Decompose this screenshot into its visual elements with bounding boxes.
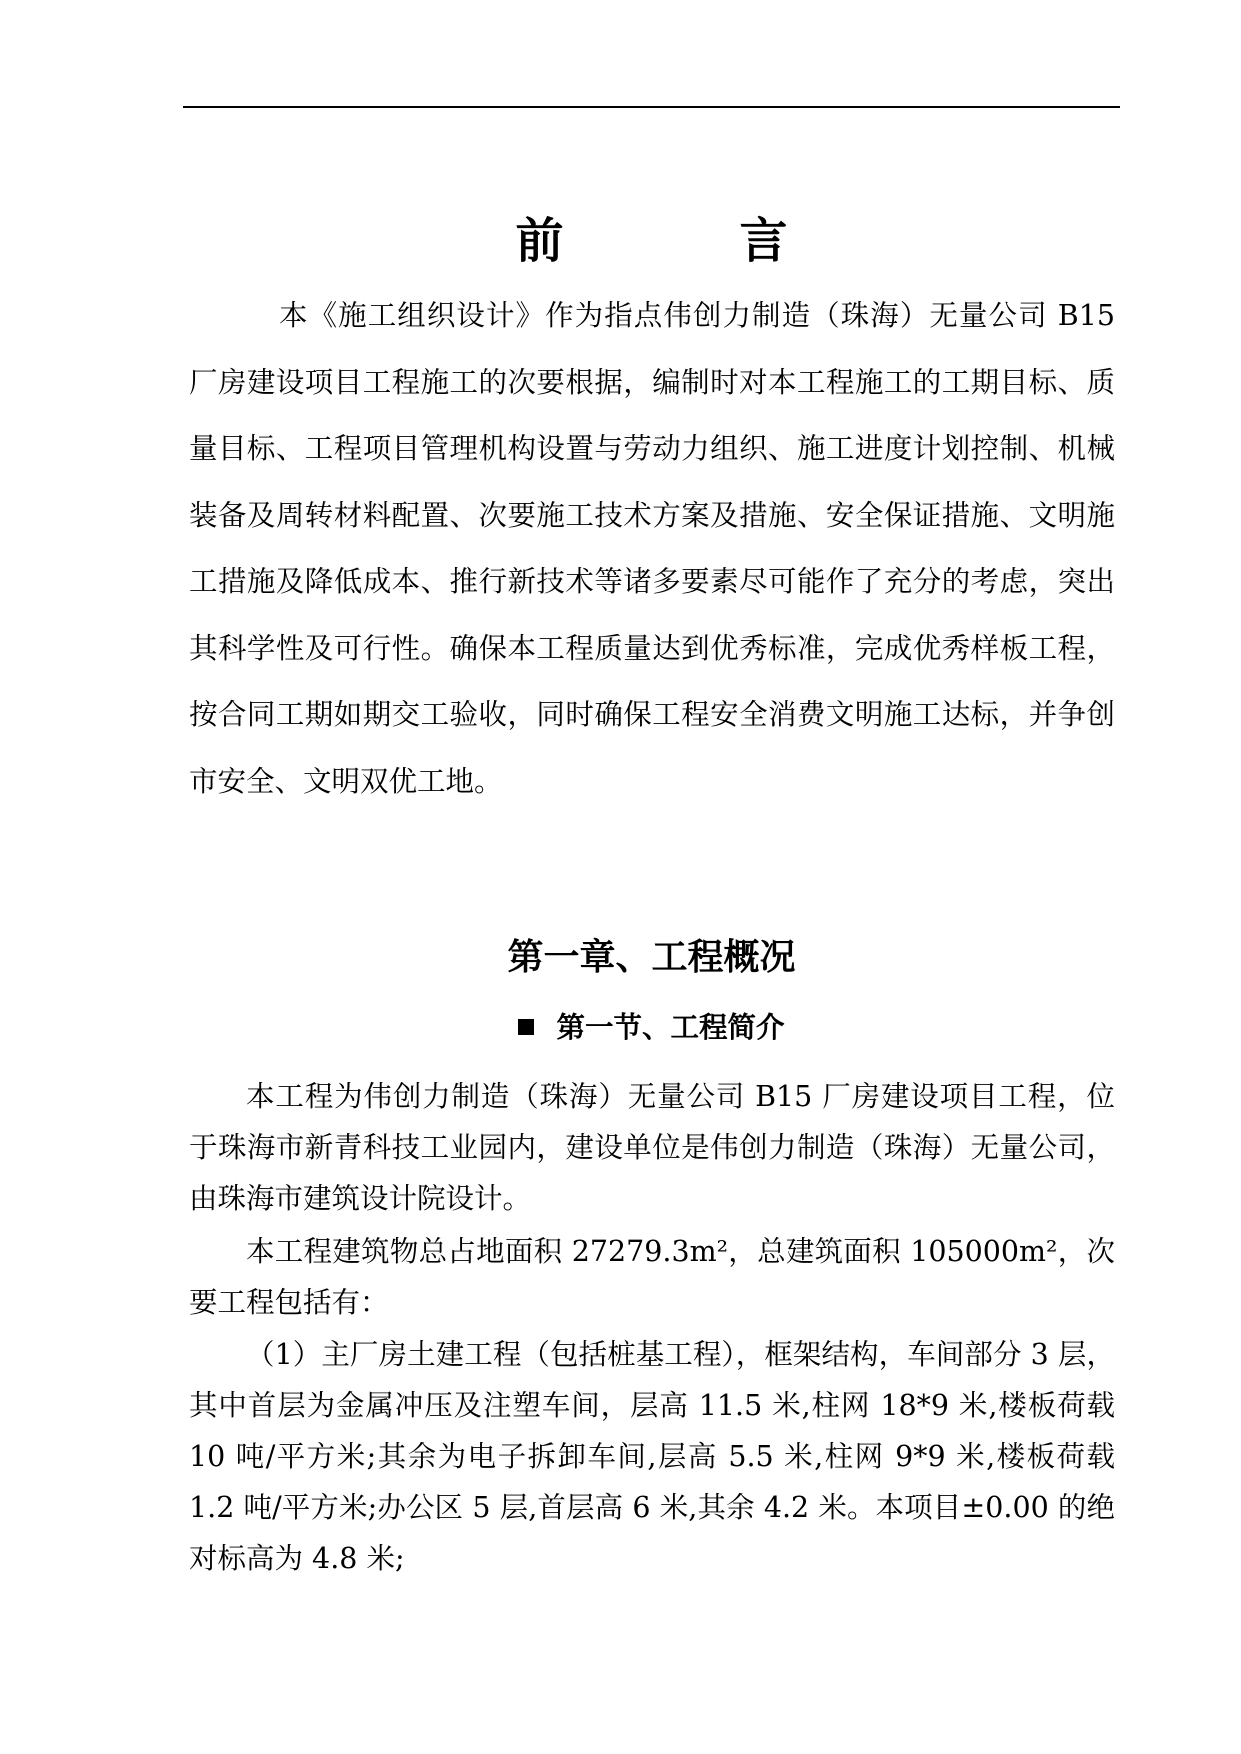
- section-title: 第一节、工程简介: [556, 1010, 785, 1044]
- section-heading: [183, 1005, 1120, 1049]
- preface-paragraph: 本《施工组织设计》作为指点伟创力制造（珠海）无量公司 B15 厂房建设项目工程施工的次要根据，编制时对本工程施工的工期目标、质量目标、工程项目管理机构设置与劳动力组织、施工进度计划控制、机械装备及周转材料配置、次要施工技术方案及措施、安全保证措施、文明施工措施及降低成本、推行新技术等诸多要素尽可能作了充分的考虑，突出其科学性及可行性。确保本工程质量达到优秀标准，完成优秀样板工程，按合同工期如期交工验收，同时确保工程安全消费文明施工达标，并争创市安全、文明双优工地。: [189, 299, 1115, 798]
- square-bullet-icon: [518, 1019, 534, 1035]
- project-intro-paragraph: 本工程为伟创力制造（珠海）无量公司 B15 厂房建设项目工程，位于珠海市新青科技工业园内，建设单位是伟创力制造（珠海）无量公司，由珠海市建筑设计院设计。: [189, 1080, 1115, 1215]
- chapter-title: 第一章、工程概况: [507, 936, 796, 978]
- main-plant-paragraph: （1）主厂房土建工程（包括桩基工程），框架结构，车间部分 3 层，其中首层为金属冲压及注塑车间，层高 11.5 米,柱网 18*9 米,楼板荷载 10 吨/平方米;其余为电子拆卸车间,层高 5.5 米,柱网 9*9 米,楼板荷载 1.2 吨/平方米;办公区 5 层,首层高 6 米,其余 4.2 米。本项目±0.00 的绝对标高为 4.8 米;: [189, 1338, 1115, 1575]
- project-area-paragraph: 本工程建筑物总占地面积 27279.3m²，总建筑面积 105000m²，次要工程包括有：: [189, 1235, 1115, 1319]
- preface-title: 前 言: [515, 213, 852, 269]
- header-rule: [183, 106, 1120, 108]
